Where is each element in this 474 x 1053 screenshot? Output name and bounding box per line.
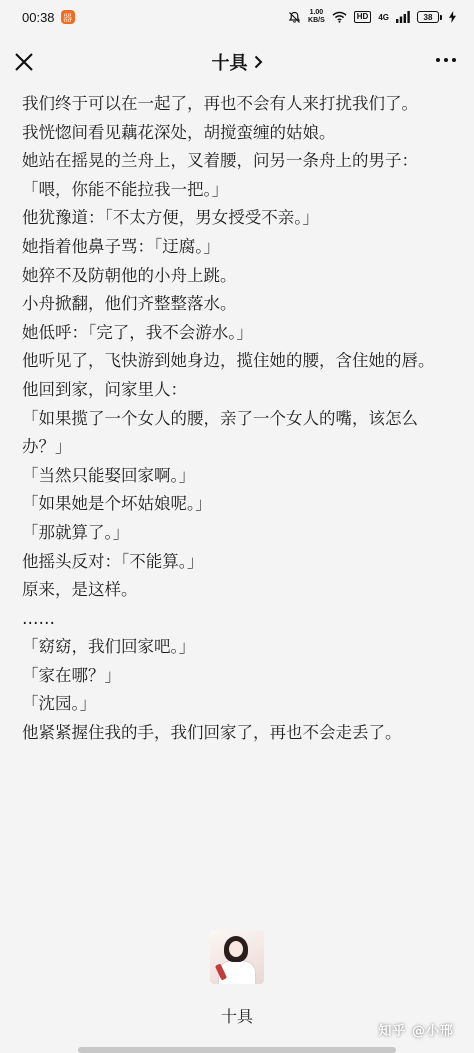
network-type: 4G: [378, 12, 389, 22]
article-paragraph: 「家在哪？」: [22, 665, 121, 685]
article-title-link[interactable]: [212, 49, 263, 75]
article-paragraph: 他听见了，飞快游到她身边，揽住她的腰，含住她的唇。: [22, 351, 435, 371]
article-paragraph: 「如果她是个坏姑娘呢。」: [22, 494, 212, 514]
article-paragraph: 我恍惚间看见藕花深处，胡搅蛮缠的姑娘。: [22, 122, 336, 142]
article-paragraph: 她低呼：「完了，我不会游水。」: [22, 322, 253, 342]
mute-icon: [288, 11, 301, 24]
status-bar: [0, 0, 474, 34]
article-paragraph: 「如果揽了一个女人的腰，亲了一个女人的嘴，该怎么办？」: [22, 408, 418, 457]
watermark-text: 知乎 @小邢: [378, 1024, 454, 1039]
hd-badge: HD: [354, 11, 372, 23]
author-card[interactable]: [0, 930, 474, 1027]
article-paragraph: 他摇头反对：「不能算。」: [22, 551, 204, 571]
author-name[interactable]: 十具: [220, 1007, 253, 1026]
article-body: [22, 90, 458, 748]
charging-icon: [449, 11, 456, 23]
article-paragraph: 她站在摇晃的兰舟上，叉着腰，问另一条舟上的男子：: [22, 151, 418, 171]
page-title: 十具: [211, 53, 248, 74]
article-paragraph: 「窈窈，我们回家吧。」: [22, 637, 196, 657]
article-paragraph: 「沈园。」: [22, 694, 97, 714]
app-notification-icon: 器: [61, 10, 75, 24]
article-paragraph: 他紧紧握住我的手，我们回家了，再也不会走丢了。: [22, 723, 402, 743]
home-indicator[interactable]: [78, 1047, 396, 1053]
article-paragraph: 我们终于可以在一起了，再也不会有人来打扰我们了。: [22, 94, 418, 113]
network-speed: [308, 9, 325, 25]
close-icon[interactable]: [12, 50, 36, 74]
more-icon[interactable]: [436, 58, 456, 62]
chevron-right-icon: [254, 55, 263, 69]
top-navigation-bar: [0, 34, 474, 90]
battery-icon: [417, 11, 442, 23]
article-paragraph: 他犹豫道：「不太方便，男女授受不亲。」: [22, 208, 319, 228]
article-paragraph: 她指着他鼻子骂：「迂腐。」: [22, 236, 220, 256]
wifi-icon: [332, 11, 347, 23]
article-paragraph: 「当然只能娶回家啊。」: [22, 465, 196, 485]
article-paragraph: 「那就算了。」: [22, 522, 130, 542]
status-time: 00:38: [22, 9, 55, 25]
author-avatar[interactable]: [210, 930, 264, 984]
status-right: [288, 9, 456, 25]
status-left: [22, 10, 75, 25]
article-paragraph: 她猝不及防朝他的小舟上跳。: [22, 265, 237, 285]
article-paragraph: 「喂，你能不能拉我一把。」: [22, 179, 229, 199]
signal-icon: [396, 11, 410, 23]
article-paragraph: ……: [22, 608, 55, 628]
network-speed-unit: KB/S: [308, 17, 325, 24]
battery-level: 38: [417, 11, 439, 23]
article-paragraph: 小舟掀翻，他们齐整整落水。: [22, 294, 237, 314]
article-paragraph: 原来，是这样。: [22, 580, 138, 600]
article-paragraph: 他回到家，问家里人：: [22, 379, 187, 399]
network-speed-value: 1.00: [309, 9, 324, 16]
